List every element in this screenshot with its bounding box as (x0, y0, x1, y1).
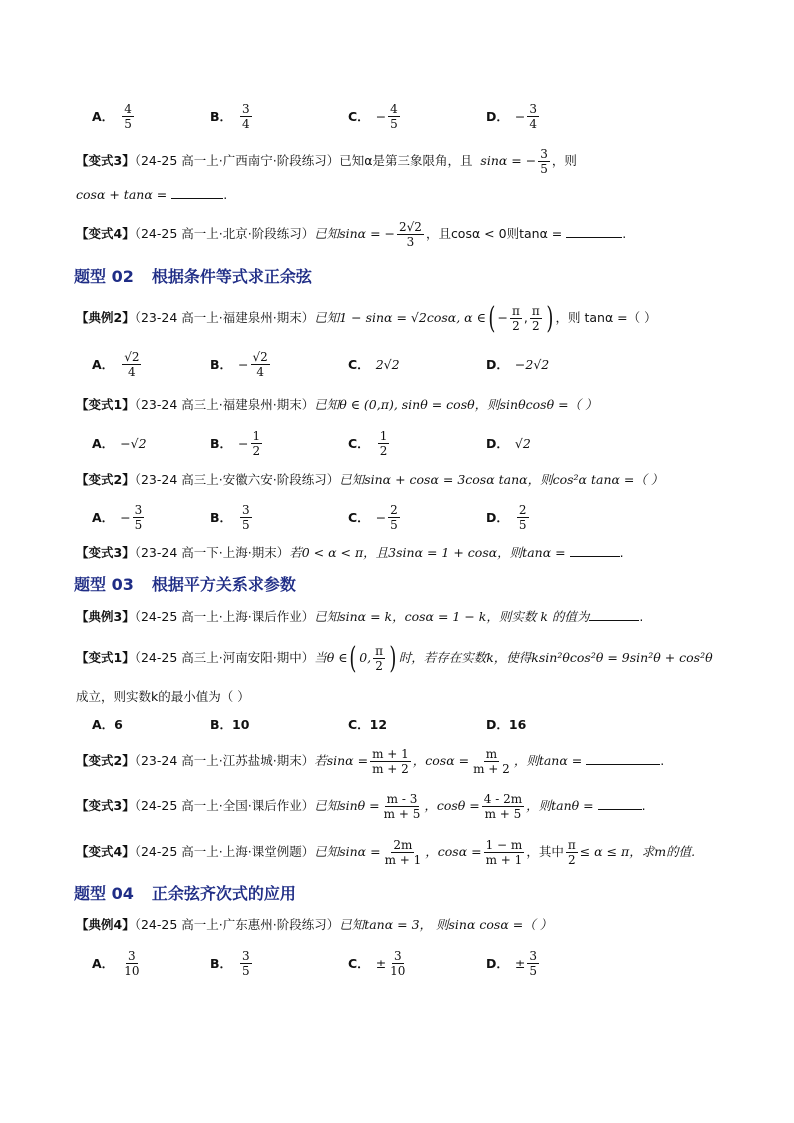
option-a: A． $\frac{√2}{4}$ (92, 349, 140, 379)
question-example-2: 【典例2】（23-24 高一上·福建泉州·期末）已知1 − sinα = √2cosα, α ∈( − $\frac{\pi}{2}$ , $\frac{\pi}{2}$ ) ，则 tanα =（ ） (76, 300, 657, 336)
option-d: D． √2 (486, 435, 531, 451)
section-heading: 题型 02 根据条件等式求正余弦 (74, 267, 312, 286)
fraction: $\frac{4 - 2m}{m + 5}$ (483, 792, 523, 821)
fraction: $\frac{\pi}{2}$ (512, 304, 520, 333)
option-b: B．10 (210, 717, 250, 732)
question-v1-b: 【变式1】（23-24 高三上·福建泉州·期末）已知θ ∈ (0,π), sinθ = cosθ，则sinθcosθ =（ ） (76, 397, 598, 412)
fraction: $\frac{4}{5}$ (124, 101, 132, 131)
question-v2-b: 【变式2】（23-24 高三上·安徽六安·阶段练习）已知sinα + cosα = 3cosα tanα，则cos²α tanα =（ ） (76, 472, 664, 487)
option-d: D． − $\frac{3}{4}$ (486, 101, 538, 131)
option-a: A． $\frac{3}{10}$ (92, 948, 140, 978)
question-example-4: 【典例4】（24-25 高一上·广东惠州·阶段练习）已知tanα = 3， 则sinα cosα =（ ） (76, 917, 553, 932)
fraction: $\frac{2m}{m + 1}$ (384, 838, 422, 867)
question-v3-a-line2: cosα + tanα = . (76, 187, 228, 202)
option-d: D． −2√2 (486, 356, 550, 372)
question-v2-c: 【变式2】（23-24 高一上·江苏盐城·期末）若sinα = $\frac{m + 1}{m + 2}$ ，cosα = $\frac{m}{m + 2}$ ，则tanα = . (76, 747, 665, 776)
fraction: $\frac{3}{5}$ (529, 948, 538, 978)
option-c: C． − $\frac{4}{5}$ (348, 101, 398, 131)
option-c: C． $\frac{1}{2}$ (348, 428, 388, 458)
option-c: C． ± $\frac{3}{10}$ (348, 948, 406, 978)
question-v3-a: 【变式3】（24-25 高一上·广西南宁·阶段练习）已知α是第三象限角，且 sinα = − $\frac{3}{5}$ ，则 (76, 147, 577, 176)
fraction: $\frac{3}{5}$ (242, 948, 250, 978)
question-v1-c: 【变式1】（24-25 高三上·河南安阳·期中）当θ ∈( 0, $\frac{\pi}{2}$ ) 时，若存在实数k，使得ksin²θcos²θ = 9sin²θ + cos²θ (76, 640, 713, 676)
option-a: A．6 (92, 717, 123, 732)
fraction: $\frac{3}{5}$ (540, 147, 548, 176)
fraction: $\frac{m - 3}{m + 5}$ (383, 792, 421, 821)
fraction: $\frac{m}{m + 2}$ (473, 747, 510, 776)
answer-blank[interactable] (570, 544, 620, 557)
option-a: A． − $\frac{3}{5}$ (92, 502, 143, 532)
option-d: D． $\frac{2}{5}$ (486, 502, 527, 532)
question-v4-a: 【变式4】（24-25 高一上·北京·阶段练习）已知sinα = − $\frac{2√2}{3}$ ，且cosα < 0则tanα = . (76, 220, 627, 249)
option-a: A． −√2 (92, 435, 147, 451)
section-heading: 题型 03 根据平方关系求参数 (74, 575, 296, 594)
fraction: $\frac{3}{4}$ (529, 101, 538, 131)
fraction: $\frac{√2}{4}$ (124, 349, 140, 379)
fraction: $\frac{2}{5}$ (518, 502, 527, 532)
option-c: C． 2√2 (348, 356, 400, 372)
fraction: $\frac{3}{10}$ (390, 948, 406, 978)
fraction: $\frac{3}{4}$ (242, 101, 250, 131)
option-d: D．16 (486, 717, 527, 732)
option-a: A． $\frac{4}{5}$ (92, 101, 132, 131)
option-d: D． ± $\frac{3}{5}$ (486, 948, 538, 978)
fraction: $\frac{4}{5}$ (390, 101, 398, 131)
fraction: $\frac{3}{5}$ (134, 502, 143, 532)
option-c: C．12 (348, 717, 388, 732)
fraction: $\frac{2√2}{3}$ (399, 220, 422, 249)
question-v3-c: 【变式3】（24-25 高一上·全国·课后作业）已知sinθ = $\frac{m - 3}{m + 5}$ ，cosθ = $\frac{4 - 2m}{m + 5}$ ，则tanθ = . (76, 792, 646, 821)
answer-blank[interactable] (171, 186, 223, 199)
fraction: $\frac{1 - m}{m + 1}$ (485, 838, 523, 867)
question-v1-c-line2: 成立，则实数k的最小值为（ ） (76, 689, 250, 704)
option-b: B． − $\frac{√2}{4}$ (210, 349, 268, 379)
fraction: $\frac{√2}{4}$ (252, 349, 268, 379)
fraction: $\frac{2}{5}$ (390, 502, 398, 532)
fraction: $\frac{1}{2}$ (252, 428, 261, 458)
option-b: B． $\frac{3}{5}$ (210, 502, 250, 532)
option-b: B． $\frac{3}{4}$ (210, 101, 250, 131)
answer-blank[interactable] (566, 225, 622, 238)
section-heading: 题型 04 正余弦齐次式的应用 (74, 884, 296, 903)
option-c: C． − $\frac{2}{5}$ (348, 502, 398, 532)
fraction: $\frac{3}{10}$ (124, 948, 140, 978)
fraction: $\frac{\pi}{2}$ (567, 838, 576, 867)
fraction: $\frac{\pi}{2}$ (375, 644, 384, 673)
fraction: $\frac{1}{2}$ (379, 428, 388, 458)
question-example-3: 【典例3】（24-25 高一上·上海·课后作业）已知sinα = k，cosα = 1 − k，则实数 k 的值为 . (76, 609, 644, 624)
answer-blank[interactable] (589, 608, 639, 621)
option-b: B． − $\frac{1}{2}$ (210, 428, 261, 458)
question-v4-c: 【变式4】（24-25 高一上·上海·课堂例题）已知sinα = $\frac{2m}{m + 1}$ ，cosα = $\frac{1 - m}{m + 1}$ ，其中 $\frac{\pi}{2}$ ≤ α ≤ π，求m的值. (76, 838, 696, 867)
option-b: B． $\frac{3}{5}$ (210, 948, 250, 978)
question-v3-b: 【变式3】（23-24 高一下·上海·期末）若0 < α < π，且3sinα = 1 + cosα，则tanα = . (76, 545, 624, 560)
answer-blank[interactable] (598, 797, 642, 810)
fraction: $\frac{3}{5}$ (242, 502, 250, 532)
fraction: $\frac{m + 1}{m + 2}$ (372, 747, 409, 776)
fraction: $\frac{\pi}{2}$ (531, 304, 540, 333)
answer-blank[interactable] (586, 752, 660, 765)
